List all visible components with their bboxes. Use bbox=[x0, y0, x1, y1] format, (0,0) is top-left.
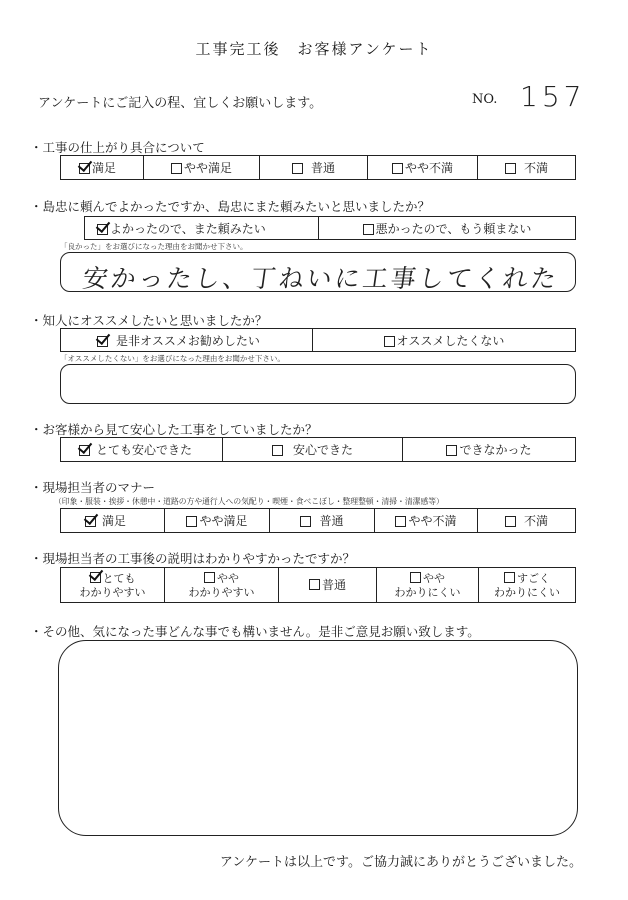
q2-note: 「良かった」をお選びになった理由をお聞かせ下さい。 bbox=[60, 242, 248, 251]
closing-text: アンケートは以上です。ご協力誠にありがとうございました。 bbox=[219, 855, 582, 870]
q6-option-very-clear[interactable]: とても わかりやすい bbox=[61, 568, 165, 602]
checkbox-checked[interactable] bbox=[97, 336, 108, 347]
checkbox-checked[interactable] bbox=[79, 445, 90, 456]
q2-option-good[interactable]: よかったので、また頼みたい bbox=[85, 217, 319, 239]
q7-question: ・その他、気になった事どんな事でも構いません。是非ご意見お願い致します。 bbox=[30, 624, 480, 639]
checkbox[interactable] bbox=[505, 516, 516, 527]
q4-options bbox=[60, 437, 576, 462]
checkbox[interactable] bbox=[204, 572, 215, 583]
checkbox[interactable] bbox=[446, 445, 457, 456]
q5-option-somewhat-satisfied[interactable]: やや満足 bbox=[165, 509, 270, 532]
checkbox-checked[interactable] bbox=[90, 572, 101, 583]
q3-note: 「オススメしたくない」をお選びになった理由をお聞かせ下さい。 bbox=[60, 354, 285, 363]
q4-question: ・お客様から見て安心した工事をしていましたか？ bbox=[30, 422, 318, 437]
checkbox[interactable] bbox=[309, 579, 320, 590]
q6-options bbox=[60, 567, 576, 603]
q3-answer-box[interactable] bbox=[60, 364, 576, 404]
q7-comment-box[interactable] bbox=[58, 640, 578, 836]
q6-option-average[interactable]: 普通 bbox=[279, 568, 377, 602]
q4-option-safe[interactable]: 安心できた bbox=[223, 438, 403, 461]
survey-title: 工事完工後 お客様アンケート bbox=[195, 40, 433, 58]
q4-option-very-safe[interactable]: とても安心できた bbox=[61, 438, 223, 461]
q6-question: ・現場担当者の工事後の説明はわかりやすかったですか？ bbox=[30, 551, 356, 566]
q1-option-somewhat-dissatisfied[interactable]: やや不満 bbox=[368, 156, 478, 179]
checkbox[interactable] bbox=[410, 572, 421, 583]
q3-option-recommend[interactable]: 是非オススメお勧めしたい bbox=[61, 329, 313, 351]
checkbox[interactable] bbox=[186, 516, 197, 527]
q2-option-bad[interactable]: 悪かったので、もう頼まない bbox=[319, 217, 575, 239]
q3-options bbox=[60, 328, 576, 352]
q4-option-not-safe[interactable]: できなかった bbox=[403, 438, 575, 461]
checkbox[interactable] bbox=[384, 336, 395, 347]
checkbox[interactable] bbox=[363, 224, 374, 235]
number-label: NO. bbox=[472, 92, 498, 107]
q1-option-dissatisfied[interactable]: 不満 bbox=[478, 156, 575, 179]
q2-answer-box[interactable] bbox=[60, 252, 576, 292]
checkbox-checked[interactable] bbox=[79, 163, 90, 174]
checkbox[interactable] bbox=[292, 163, 303, 174]
q1-option-satisfied[interactable]: 満足 bbox=[61, 156, 144, 179]
q1-option-average[interactable]: 普通 bbox=[260, 156, 368, 179]
q5-options bbox=[60, 508, 576, 533]
q5-option-somewhat-dissatisfied[interactable]: やや不満 bbox=[375, 509, 478, 532]
q3-question: ・知人にオススメしたいと思いましたか？ bbox=[30, 313, 268, 328]
q5-option-dissatisfied[interactable]: 不満 bbox=[478, 509, 575, 532]
q6-option-very-unclear[interactable]: すごく わかりにくい bbox=[494, 571, 560, 599]
checkbox[interactable] bbox=[392, 163, 403, 174]
q6-option-fairly-clear[interactable]: やや わかりやすい bbox=[165, 568, 279, 602]
q5-option-average[interactable]: 普通 bbox=[270, 509, 375, 532]
intro-text: アンケートにご記入の程、宜しくお願いします。 bbox=[38, 96, 323, 111]
q5-subtext: （印象・服装・挨拶・休憩中・道路の方や通行人への気配り・喫煙・食べこぼし・整理整頓・清掃・清潔感等） bbox=[54, 497, 444, 506]
q5-option-satisfied[interactable]: 満足 bbox=[61, 509, 165, 532]
q3-option-not-recommend[interactable]: オススメしたくない bbox=[313, 329, 575, 351]
q6-option-fairly-unclear[interactable]: やや わかりにくい bbox=[377, 568, 479, 602]
checkbox[interactable] bbox=[171, 163, 182, 174]
checkbox[interactable] bbox=[505, 163, 516, 174]
q1-options bbox=[60, 155, 576, 180]
checkbox-checked[interactable] bbox=[97, 224, 108, 235]
checkbox[interactable] bbox=[395, 516, 406, 527]
q1-question: ・工事の仕上がり具合について bbox=[30, 140, 205, 155]
checkbox[interactable] bbox=[300, 516, 311, 527]
checkbox-checked[interactable] bbox=[85, 516, 96, 527]
checkbox[interactable] bbox=[272, 445, 283, 456]
checkbox[interactable] bbox=[504, 572, 515, 583]
q2-handwritten-answer: 安かったし、丁ねいに工事してくれた bbox=[80, 264, 561, 293]
q2-options bbox=[84, 216, 576, 240]
number-value: 157 bbox=[520, 80, 586, 113]
q1-option-somewhat-satisfied[interactable]: やや満足 bbox=[144, 156, 260, 179]
q2-question: ・島忠に頼んでよかったですか、島忠にまた頼みたいと思いましたか？ bbox=[30, 199, 431, 214]
q5-question: ・現場担当者のマナー bbox=[30, 480, 156, 495]
